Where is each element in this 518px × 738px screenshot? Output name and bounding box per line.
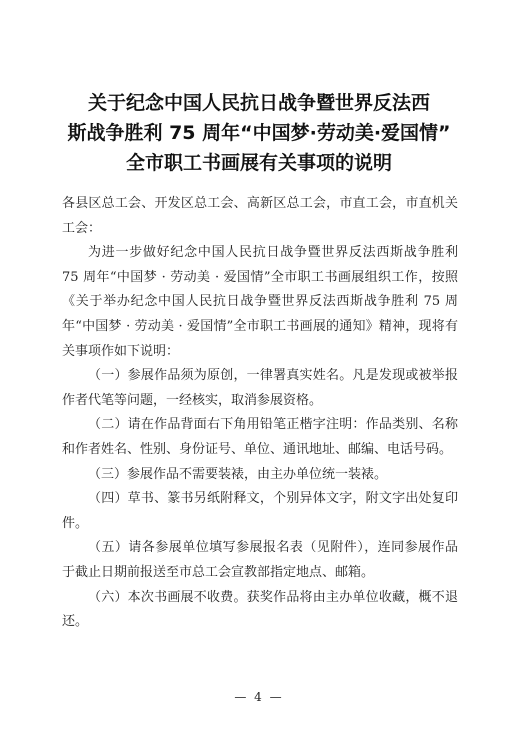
item-5: （五）请各参展单位填写参展报名表（见附件），连同参展作品于截止日期前报送至市总工会宣教部指定地点、邮箱。 <box>62 540 458 580</box>
document-title <box>40 88 478 178</box>
title-line-1: 关于纪念中国人民抗日战争暨世界反法西 <box>87 92 430 114</box>
item-4: （四）草书、篆书另纸附释文，个别异体文字，附文字出处复印件。 <box>62 491 458 531</box>
item-3: （三）参展作品不需要装裱，由主办单位统一装裱。 <box>88 466 388 482</box>
title-line-2: 斯战争胜利 75 周年“中国梦·劳动美·爱国情” <box>67 122 451 144</box>
item-1: （一）参展作品须为原创，一律署真实姓名。凡是发现或被举报作者代笔等问题，一经核实，取消参展资格。 <box>62 368 458 408</box>
salutation: 各县区总工会、开发区总工会、高新区总工会，市直工会，市直机关工会： <box>62 196 458 236</box>
item-2: （二）请在作品背面右下角用铅笔正楷字注明：作品类别、名称和作者姓名、性别、身份证号、单位、通讯地址、邮编、电话号码。 <box>62 417 458 457</box>
page-number: — 4 — <box>234 690 284 704</box>
item-6: （六）本次书画展不收费。获奖作品将由主办单位收藏，概不退还。 <box>62 589 458 630</box>
document-body <box>62 192 458 635</box>
title-line-3: 全市职工书画展有关事项的说明 <box>125 152 392 174</box>
intro-paragraph: 为进一步做好纪念中国人民抗日战争暨世界反法西斯战争胜利 75 周年“中国梦 · 劳动美 · 爱国情”全市职工书画展组织工作，按照《关于举办纪念中国人民抗日战争暨世界反法西斯战争胜利 75 周年“中国梦 · 劳动美 · 爱国情”全市职工书画展的通知》精神，现将有关事项作如下说明： <box>62 245 458 359</box>
